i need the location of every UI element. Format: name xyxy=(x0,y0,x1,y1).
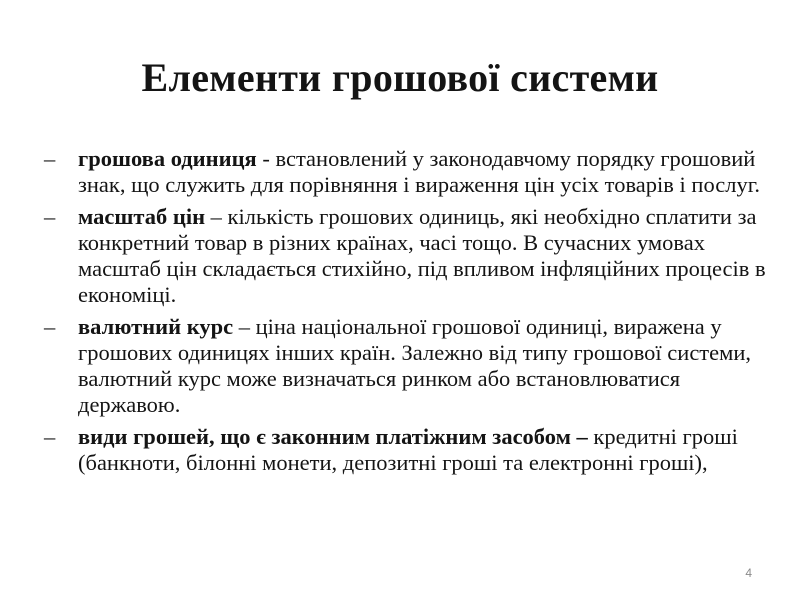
definition-text: кредитні гроші (банкноти, білонні монети, депозитні гроші та електронні гроші), xyxy=(78,424,738,475)
bullet-dash: – xyxy=(44,146,56,171)
list-item xyxy=(44,314,772,418)
term-label: грошова одиниця xyxy=(78,146,257,171)
bullet-dash: – xyxy=(44,424,56,449)
page-number: 4 xyxy=(745,566,752,580)
definition-text: – ціна національної грошової одиниці, виражена у грошових одиницях інших країн. Залежно від типу грошової системи, валютний курс може визначаться ринком або встановлюватися державою. xyxy=(78,314,752,417)
term-label: масштаб цін xyxy=(78,204,206,229)
bullet-list xyxy=(44,146,772,482)
definition-text: – кількість грошових одиниць, які необхідно сплатити за конкретний товар в різних країнах, часі тощо. В сучасних умовах масштаб цін складається стихійно, під впливом інфляційних процесів в економіці. xyxy=(78,204,766,307)
bullet-dash: – xyxy=(44,314,56,339)
term-label: види грошей, що є законним платіжним засобом – xyxy=(78,424,588,449)
list-item xyxy=(44,424,772,476)
definition-text: - встановлений у законодавчому порядку грошовий знак, що служить для порівняння і вираження цін усіх товарів і послуг. xyxy=(78,146,761,197)
bullet-dash: – xyxy=(44,204,56,229)
term-label: валютний курс xyxy=(78,314,234,339)
list-item xyxy=(44,146,772,198)
list-item xyxy=(44,204,772,308)
slide-title: Елементи грошової системи xyxy=(141,55,659,100)
